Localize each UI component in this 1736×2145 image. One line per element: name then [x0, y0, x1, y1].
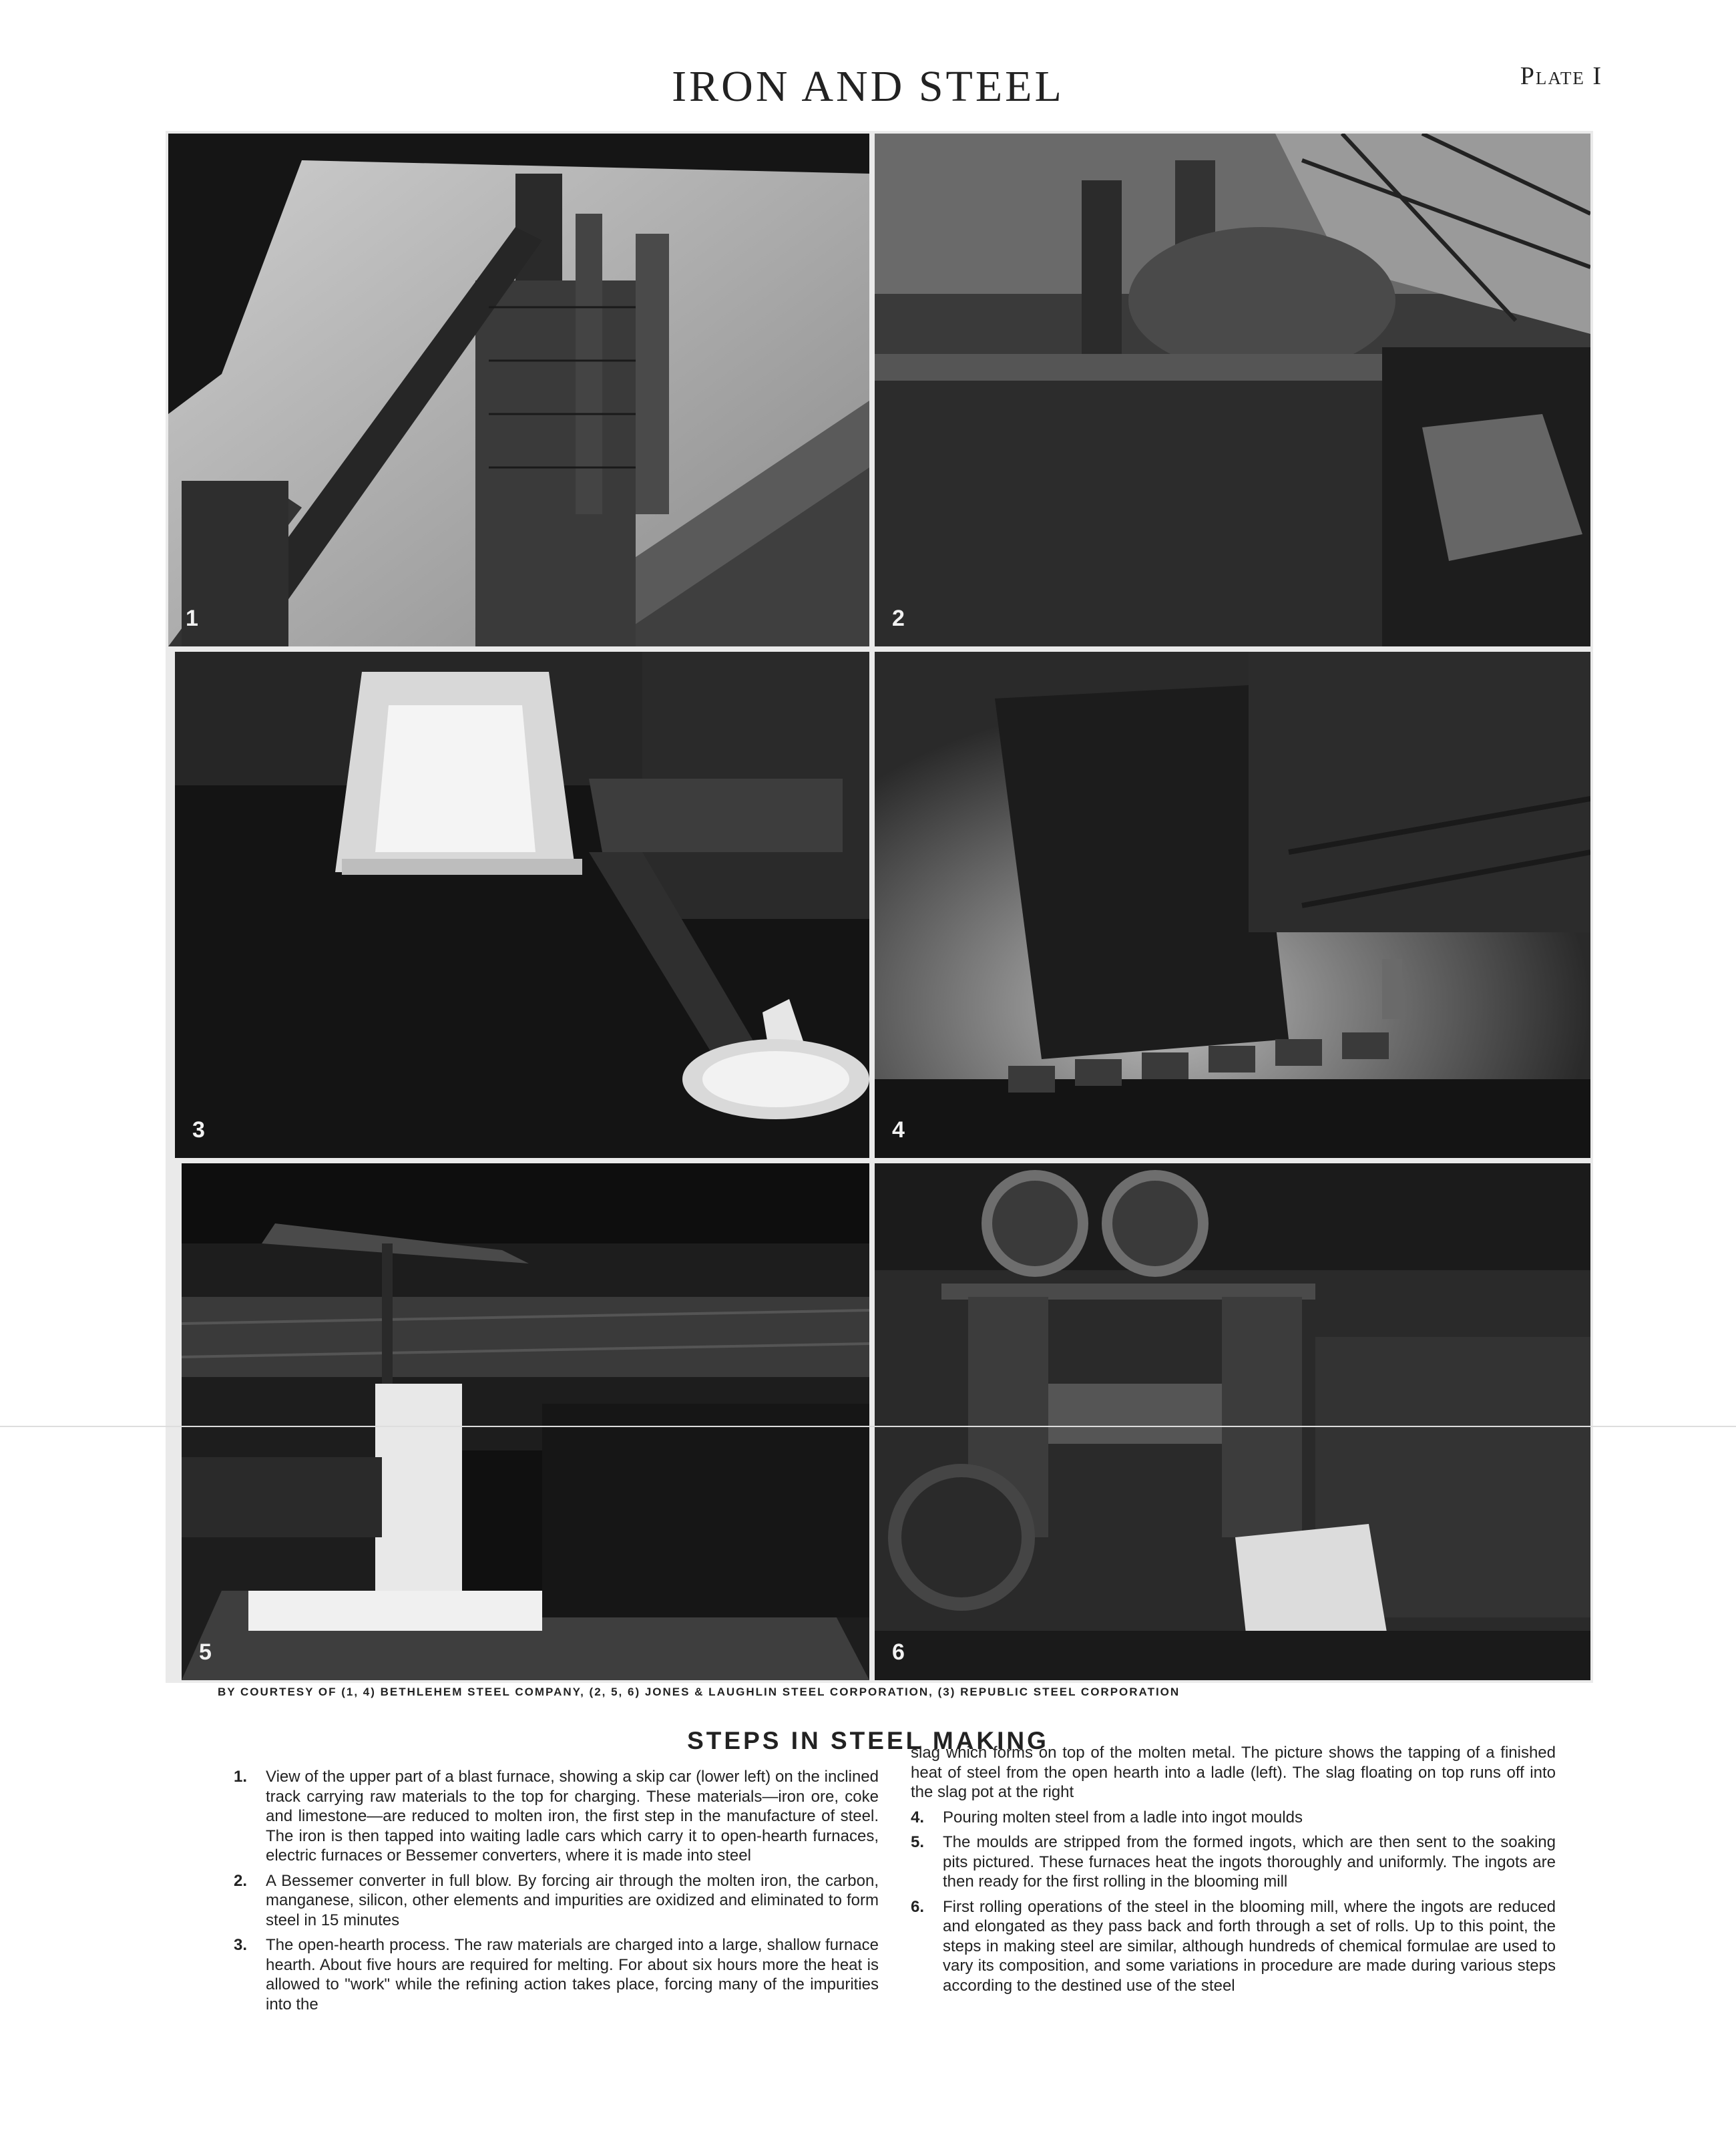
photo-number: 2 — [892, 606, 905, 631]
captions-right-column — [895, 1743, 1556, 2001]
caption-4 — [895, 1808, 1556, 1828]
caption-number: 5. — [911, 1833, 925, 1851]
caption-3 — [218, 1935, 879, 2014]
photo-ingot-pouring — [875, 652, 1590, 1158]
blast-furnace-image — [168, 134, 869, 646]
photo-number: 5 — [199, 1639, 212, 1665]
caption-text: The open-hearth process. The raw materials are charged into a large, shallow furnace hearth. About five hours are required for melting. For about six hours more the heat is allowed to "work" while the refining action takes place, forcing many of the impurities into the — [266, 1936, 879, 2013]
scan-line — [0, 1426, 1736, 1427]
photo-bessemer-converter — [875, 134, 1590, 646]
photo-credit: BY COURTESY OF (1, 4) BETHLEHEM STEEL COMPANY, (2, 5, 6) JONES & LAUGHLIN STEEL CORPORATION, (3) REPUBLIC STEEL CORPORATION — [218, 1686, 1180, 1698]
photo-grid — [166, 131, 1593, 1683]
captions-left-column — [218, 1767, 879, 2019]
caption-number: 2. — [234, 1871, 248, 1890]
caption-number: 3. — [234, 1936, 248, 1954]
photo-number: 6 — [892, 1639, 905, 1665]
plate-label: Plate I — [1520, 62, 1602, 90]
bessemer-converter-image — [875, 134, 1590, 646]
blooming-mill-image — [875, 1163, 1590, 1680]
caption-text: Pouring molten steel from a ladle into ingot moulds — [943, 1808, 1303, 1826]
photo-open-hearth — [175, 652, 869, 1158]
section-title: STEPS IN STEEL MAKING — [687, 1727, 1049, 1754]
ingot-pouring-image — [875, 652, 1590, 1158]
caption-text: The moulds are stripped from the formed ingots, which are then sent to the soaking pits pictured. These furnaces heat the ingots thoroughly and uniformly. The ingots are then ready for the first rolling in the blooming mill — [943, 1833, 1556, 1891]
caption-number: 4. — [911, 1808, 925, 1826]
open-hearth-image — [175, 652, 869, 1158]
photo-soaking-pits — [182, 1163, 869, 1680]
photo-blast-furnace — [168, 134, 869, 646]
caption-text: First rolling operations of the steel in the blooming mill, where the ingots are reduced and elongated as they pass back and forth through a set of rolls. Up to this point, the steps in making steel are similar, although hundreds of chemical formulae are used to vary its composition, and some variations in procedure are made during various steps according to the destined use of the steel — [943, 1897, 1556, 1995]
caption-2 — [218, 1871, 879, 1931]
caption-5 — [895, 1832, 1556, 1892]
photo-number: 4 — [892, 1117, 905, 1143]
photo-number: 1 — [186, 606, 198, 631]
caption-1 — [218, 1767, 879, 1866]
page-title: IRON AND STEEL — [672, 62, 1064, 111]
caption-text: View of the upper part of a blast furnace, showing a skip car (lower left) on the inclined track carrying raw materials to the top for charging. These materials—iron ore, coke and limestone—are reduced to molten iron, the first step in the manufacture of steel. The iron is then tapped into waiting ladle cars which carry it to open-hearth furnaces, electric furnaces or Bessemer converters, where it is made into steel — [266, 1768, 879, 1865]
caption-number: 1. — [234, 1768, 248, 1786]
caption-6 — [895, 1897, 1556, 1996]
photo-blooming-mill — [875, 1163, 1590, 1680]
caption-text: A Bessemer converter in full blow. By forcing air through the molten iron, the carbon, manganese, silicon, other elements and impurities are oxidized and eliminated to form steel in 15 minutes — [266, 1871, 879, 1929]
photo-number: 3 — [192, 1117, 205, 1143]
caption-number: 6. — [911, 1897, 925, 1916]
caption-3-continuation: slag which forms on top of the molten metal. The picture shows the tapping of a finished heat of steel from the open hearth into a ladle (left). The slag floating on top runs off into the slag pot at the right — [911, 1744, 1556, 1801]
soaking-pits-image — [182, 1163, 869, 1680]
